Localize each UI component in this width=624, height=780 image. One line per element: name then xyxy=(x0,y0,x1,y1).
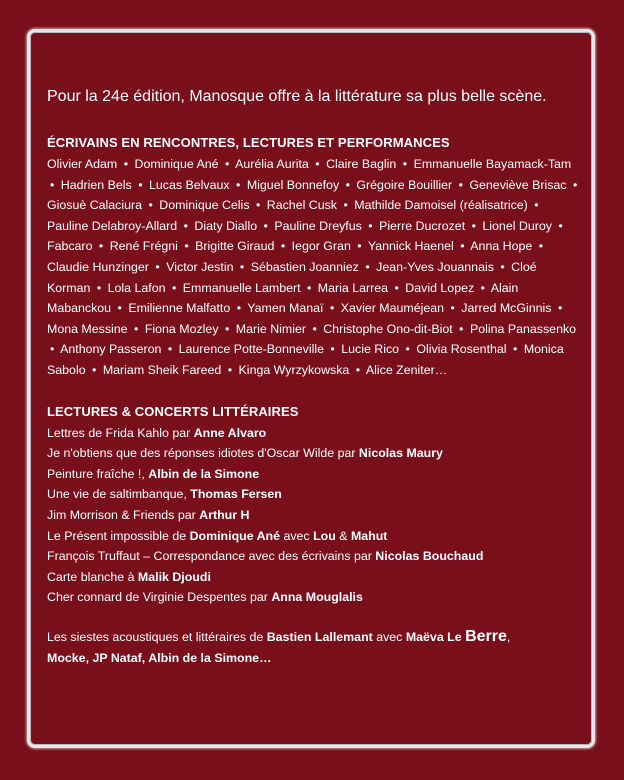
writer-name: Laurence Potte-Bonneville xyxy=(178,342,324,357)
bullet-separator: • xyxy=(345,177,350,192)
writers-list xyxy=(47,154,582,381)
bullet-separator: • xyxy=(171,280,177,295)
writer-name: Lionel Duroy xyxy=(482,218,552,233)
writer-name: Lucas Belvaux xyxy=(149,177,230,192)
bullet-separator: • xyxy=(184,239,189,254)
bullet-separator: • xyxy=(460,239,465,254)
writer-name: Iegor Gran xyxy=(291,239,351,254)
bullet-separator: • xyxy=(148,198,153,213)
concert-line xyxy=(47,443,582,464)
bullet-separator: • xyxy=(167,342,173,357)
bullet-separator: • xyxy=(315,157,320,171)
bullet-separator: • xyxy=(330,342,335,357)
writer-name: Maria Larrea xyxy=(317,280,389,295)
concert-line xyxy=(47,484,582,505)
writer-name: Claire Baglin xyxy=(326,157,397,171)
performer-name: Albin de la Simone xyxy=(148,466,260,481)
writer-name: Olivier Adam xyxy=(47,157,118,171)
writer-name: Yannick Haenel xyxy=(367,239,454,254)
writer-name: Jean-Yves Jouannais xyxy=(376,259,494,274)
concert-line xyxy=(47,505,582,526)
performer-name: Anne Alvaro xyxy=(193,425,267,440)
writer-name: René Frégni xyxy=(109,239,178,254)
bullet-separator: • xyxy=(155,259,160,274)
writer-name: Anna Hope xyxy=(470,239,533,254)
siestes-text: Les siestes acoustiques et littéraires de xyxy=(47,629,267,644)
writer-name: Diaty Diallo xyxy=(194,218,258,233)
bullet-separator: • xyxy=(307,280,312,295)
bullet-separator: • xyxy=(500,259,505,274)
bullet-separator: • xyxy=(50,342,55,357)
bullet-separator: • xyxy=(357,239,362,254)
bullet-separator: • xyxy=(368,218,373,233)
concert-line xyxy=(47,464,582,485)
bullet-separator: • xyxy=(480,280,485,295)
bullet-separator: • xyxy=(365,259,370,274)
writer-name: Cloé Korman xyxy=(47,259,537,295)
bullet-separator: • xyxy=(572,177,578,192)
bullet-separator: • xyxy=(329,301,335,316)
writer-name: Alice Zeniter… xyxy=(365,362,448,377)
writer-name: Anthony Passeron xyxy=(60,342,162,357)
writers-section-title: ÉCRIVAINS EN RENCONTRES, LECTURES ET PERFORMANCES xyxy=(47,135,450,150)
bullet-separator: • xyxy=(117,301,122,316)
bullet-separator: • xyxy=(450,301,455,316)
writer-name: Xavier Mauméjean xyxy=(340,301,445,316)
bullet-separator: • xyxy=(405,342,410,357)
concert-title: Jim Morrison & Friends par xyxy=(47,507,200,522)
bullet-separator: • xyxy=(459,321,464,336)
writer-name: Geneviève Brisac xyxy=(469,177,567,192)
siestes-artist-2: Maëva Le xyxy=(405,629,466,644)
writer-name: Brigitte Giraud xyxy=(195,239,275,254)
bullet-separator: • xyxy=(280,239,286,254)
bullet-separator: • xyxy=(343,198,348,213)
bullet-separator: • xyxy=(236,301,242,316)
bullet-separator: • xyxy=(224,321,230,336)
writer-name: Marie Nimier xyxy=(235,321,306,336)
concert-line xyxy=(47,567,582,588)
siestes-text-2: avec xyxy=(372,629,406,644)
bullet-separator: • xyxy=(183,218,188,233)
writer-name: Alain Mabanckou xyxy=(47,280,519,316)
writer-name: Lucie Rico xyxy=(341,342,400,357)
intro-text: Pour la 24e édition, Manosque offre à la littérature sa plus belle scène. xyxy=(47,88,547,105)
bullet-separator: • xyxy=(263,218,268,233)
writer-name: Fabcaro xyxy=(47,239,93,254)
concert-title: Lettres de Frida Kahlo par xyxy=(47,425,194,440)
bullet-separator: • xyxy=(92,362,97,377)
writer-name: Hadrien Bels xyxy=(60,177,132,192)
siestes-artist-1: Bastien Lallemant xyxy=(266,629,373,644)
writer-name: Kinga Wyrzykowska xyxy=(238,362,350,377)
writer-name: Dominique Ané xyxy=(134,157,219,171)
writer-name: Mona Messine xyxy=(47,321,128,336)
writer-name: Fiona Mozley xyxy=(144,321,219,336)
bullet-separator: • xyxy=(227,362,233,377)
performer-name: Mahut xyxy=(350,528,388,543)
bullet-separator: • xyxy=(98,239,104,254)
concert-title: Carte blanche à xyxy=(47,569,138,584)
writer-name: Victor Jestin xyxy=(166,259,234,274)
concert-line xyxy=(47,526,582,547)
bullet-separator: • xyxy=(513,342,518,357)
concert-title: Je n'obtiens que des réponses idiotes d'Oscar Wilde par xyxy=(47,446,359,461)
writer-name: Polina Panassenko xyxy=(469,321,577,336)
writer-name: Yamen Manaï xyxy=(247,301,324,316)
concert-title: Le Présent impossible de xyxy=(47,528,190,543)
siestes-text-3: , xyxy=(506,629,511,644)
bullet-separator: • xyxy=(225,157,230,171)
concert-title: Peinture fraîche !, xyxy=(47,466,149,481)
bullet-separator: • xyxy=(394,280,399,295)
bullet-separator: • xyxy=(355,362,361,377)
writer-name: Emmanuelle Lambert xyxy=(182,280,301,295)
concert-title: Cher connard de Virginie Despentes par xyxy=(47,590,272,605)
performer-name: Lou xyxy=(313,528,336,543)
writer-name: Jarred McGinnis xyxy=(461,301,552,316)
writer-name: Miguel Bonnefoy xyxy=(246,177,340,192)
concert-title: François Truffaut – Correspondance avec des écrivains par xyxy=(47,549,376,564)
program-content xyxy=(47,86,582,669)
siestes-artists-3: Mocke, JP Nataf, Albin de la Simone… xyxy=(47,650,272,665)
bullet-separator: • xyxy=(402,157,408,171)
bullet-separator: • xyxy=(534,198,539,213)
concerts-section-title: LECTURES & CONCERTS LITTÉRAIRES xyxy=(47,403,299,419)
concert-line xyxy=(47,546,582,567)
bullet-separator: • xyxy=(123,157,129,171)
writer-name: Emmanuelle Bayamack-Tam xyxy=(413,157,572,171)
concert-line xyxy=(47,587,582,608)
siestes-artist-2-big: Berre xyxy=(465,627,507,645)
writer-name: Grégoire Bouillier xyxy=(356,177,453,192)
performer-name: Nicolas Maury xyxy=(358,446,443,461)
writer-name: David Lopez xyxy=(405,280,475,295)
writer-name: Emilienne Malfatto xyxy=(128,301,231,316)
writer-name: Mathilde Damoisel (réalisatrice) xyxy=(354,198,528,213)
concert-title: Une vie de saltimbanque, xyxy=(47,487,191,502)
bullet-separator: • xyxy=(96,280,102,295)
concert-title: & xyxy=(335,528,351,543)
bullet-separator: • xyxy=(134,321,139,336)
bullet-separator: • xyxy=(236,177,241,192)
writer-name: Giosuè Calaciura xyxy=(47,198,143,213)
writer-name: Monica Sabolo xyxy=(47,342,564,377)
writer-name: Lola Lafon xyxy=(107,280,166,295)
bullet-separator: • xyxy=(255,198,261,213)
performer-name: Malik Djoudi xyxy=(137,569,211,584)
bullet-separator: • xyxy=(312,321,317,336)
writer-name: Rachel Cusk xyxy=(266,198,338,213)
performer-name: Arthur H xyxy=(199,507,250,522)
performer-name: Dominique Ané xyxy=(189,528,280,543)
writer-name: Aurélia Aurita xyxy=(235,157,309,171)
bullet-separator: • xyxy=(50,177,55,192)
writer-name: Olivia Rosenthal xyxy=(416,342,507,357)
writer-name: Pauline Delabroy-Allard xyxy=(47,218,178,233)
performer-name: Thomas Fersen xyxy=(190,487,282,502)
writer-name: Christophe Ono-dit-Biot xyxy=(323,321,453,336)
concert-title: avec xyxy=(280,528,314,543)
concert-line xyxy=(47,423,582,444)
concerts-list xyxy=(47,423,582,608)
bullet-separator: • xyxy=(558,218,563,233)
writer-name: Claudie Hunzinger xyxy=(47,259,149,274)
siestes-paragraph xyxy=(47,626,582,669)
writer-name: Dominique Celis xyxy=(159,198,250,213)
bullet-separator: • xyxy=(538,239,544,254)
bullet-separator: • xyxy=(138,177,143,192)
performer-name: Nicolas Bouchaud xyxy=(375,549,484,564)
performer-name: Anna Mouglalis xyxy=(271,590,363,605)
writer-name: Mariam Sheik Fareed xyxy=(102,362,222,377)
writer-name: Sébastien Joanniez xyxy=(250,259,359,274)
bullet-separator: • xyxy=(557,301,563,316)
bullet-separator: • xyxy=(239,259,245,274)
writer-name: Pauline Dreyfus xyxy=(274,218,362,233)
bullet-separator: • xyxy=(458,177,463,192)
bullet-separator: • xyxy=(471,218,476,233)
writer-name: Pierre Ducrozet xyxy=(379,218,466,233)
